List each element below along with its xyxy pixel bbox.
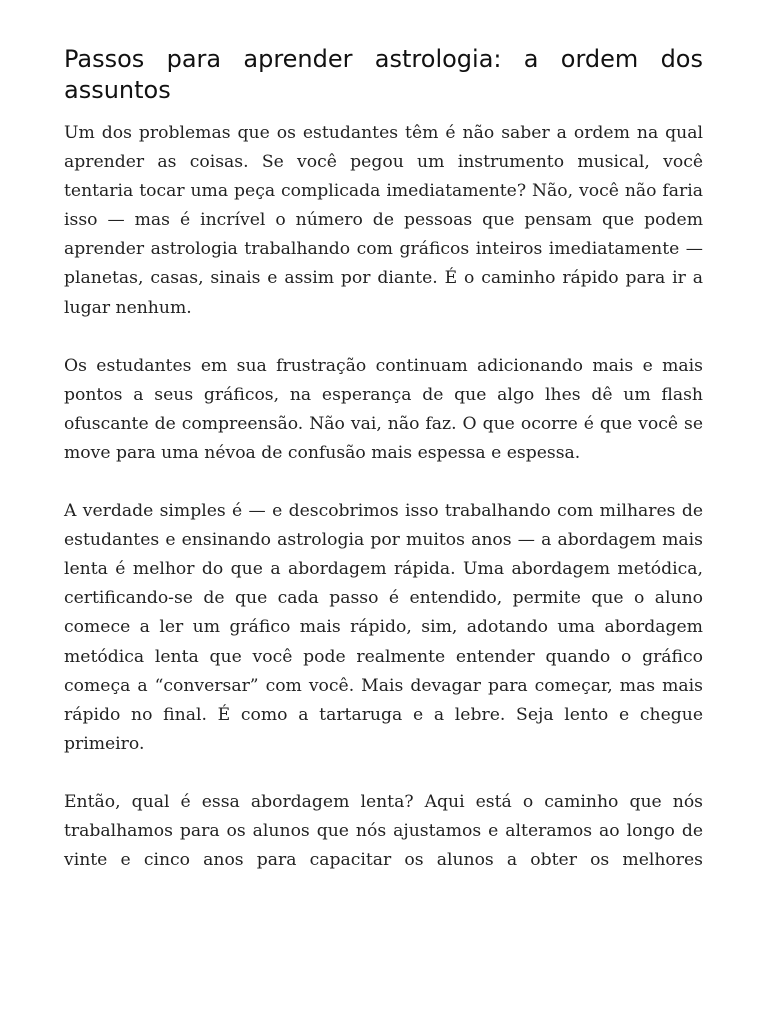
- paragraph-1: Um dos problemas que os estudantes têm é não saber a ordem na qual aprender as coisas. Se você pegou um instrumento musical, você tentaria tocar uma peça complicada imediatamente? Não, você não faria isso — mas é incrível o número de pessoas que pensam que podem aprender astrologia trabalhando com gráficos inteiros imediatamente — planetas, casas, sinais e assim por diante. É o caminho rápido para ir a lugar nenhum.: [64, 123, 703, 318]
- page-title: Passos para aprender astrologia: a ordem dos assuntos: [64, 45, 703, 104]
- paragraph-3: A verdade simples é — e descobrimos isso trabalhando com milhares de estudantes e ensinando astrologia por muitos anos — a abordagem mais lenta é melhor do que a abordagem rápida. Uma abordagem metódica, certificando-se de que cada passo é entendido, permite que o aluno comece a ler um gráfico mais rápido, sim, adotando uma abordagem metódica lenta que você pode realmente entender quando o gráfico começa a “conversar” com você. Mais devagar para começar, mas mais rápido no final. É como a tartaruga e a lebre. Seja lento e chegue primeiro.: [64, 501, 703, 754]
- paragraph-4: Então, qual é essa abordagem lenta? Aqui está o caminho que nós trabalhamos para os alunos que nós ajustamos e alteramos ao longo de vinte e cinco anos para capacitar os alunos a obter os melhores: [64, 791, 703, 871]
- document-page: [64, 44, 703, 904]
- paragraph-2: Os estudantes em sua frustração continuam adicionando mais e mais pontos a seus gráficos, na esperança de que algo lhes dê um flash ofuscante de compreensão. Não vai, não faz. O que ocorre é que você se move para uma névoa de confusão mais espessa e espessa.: [64, 355, 703, 463]
